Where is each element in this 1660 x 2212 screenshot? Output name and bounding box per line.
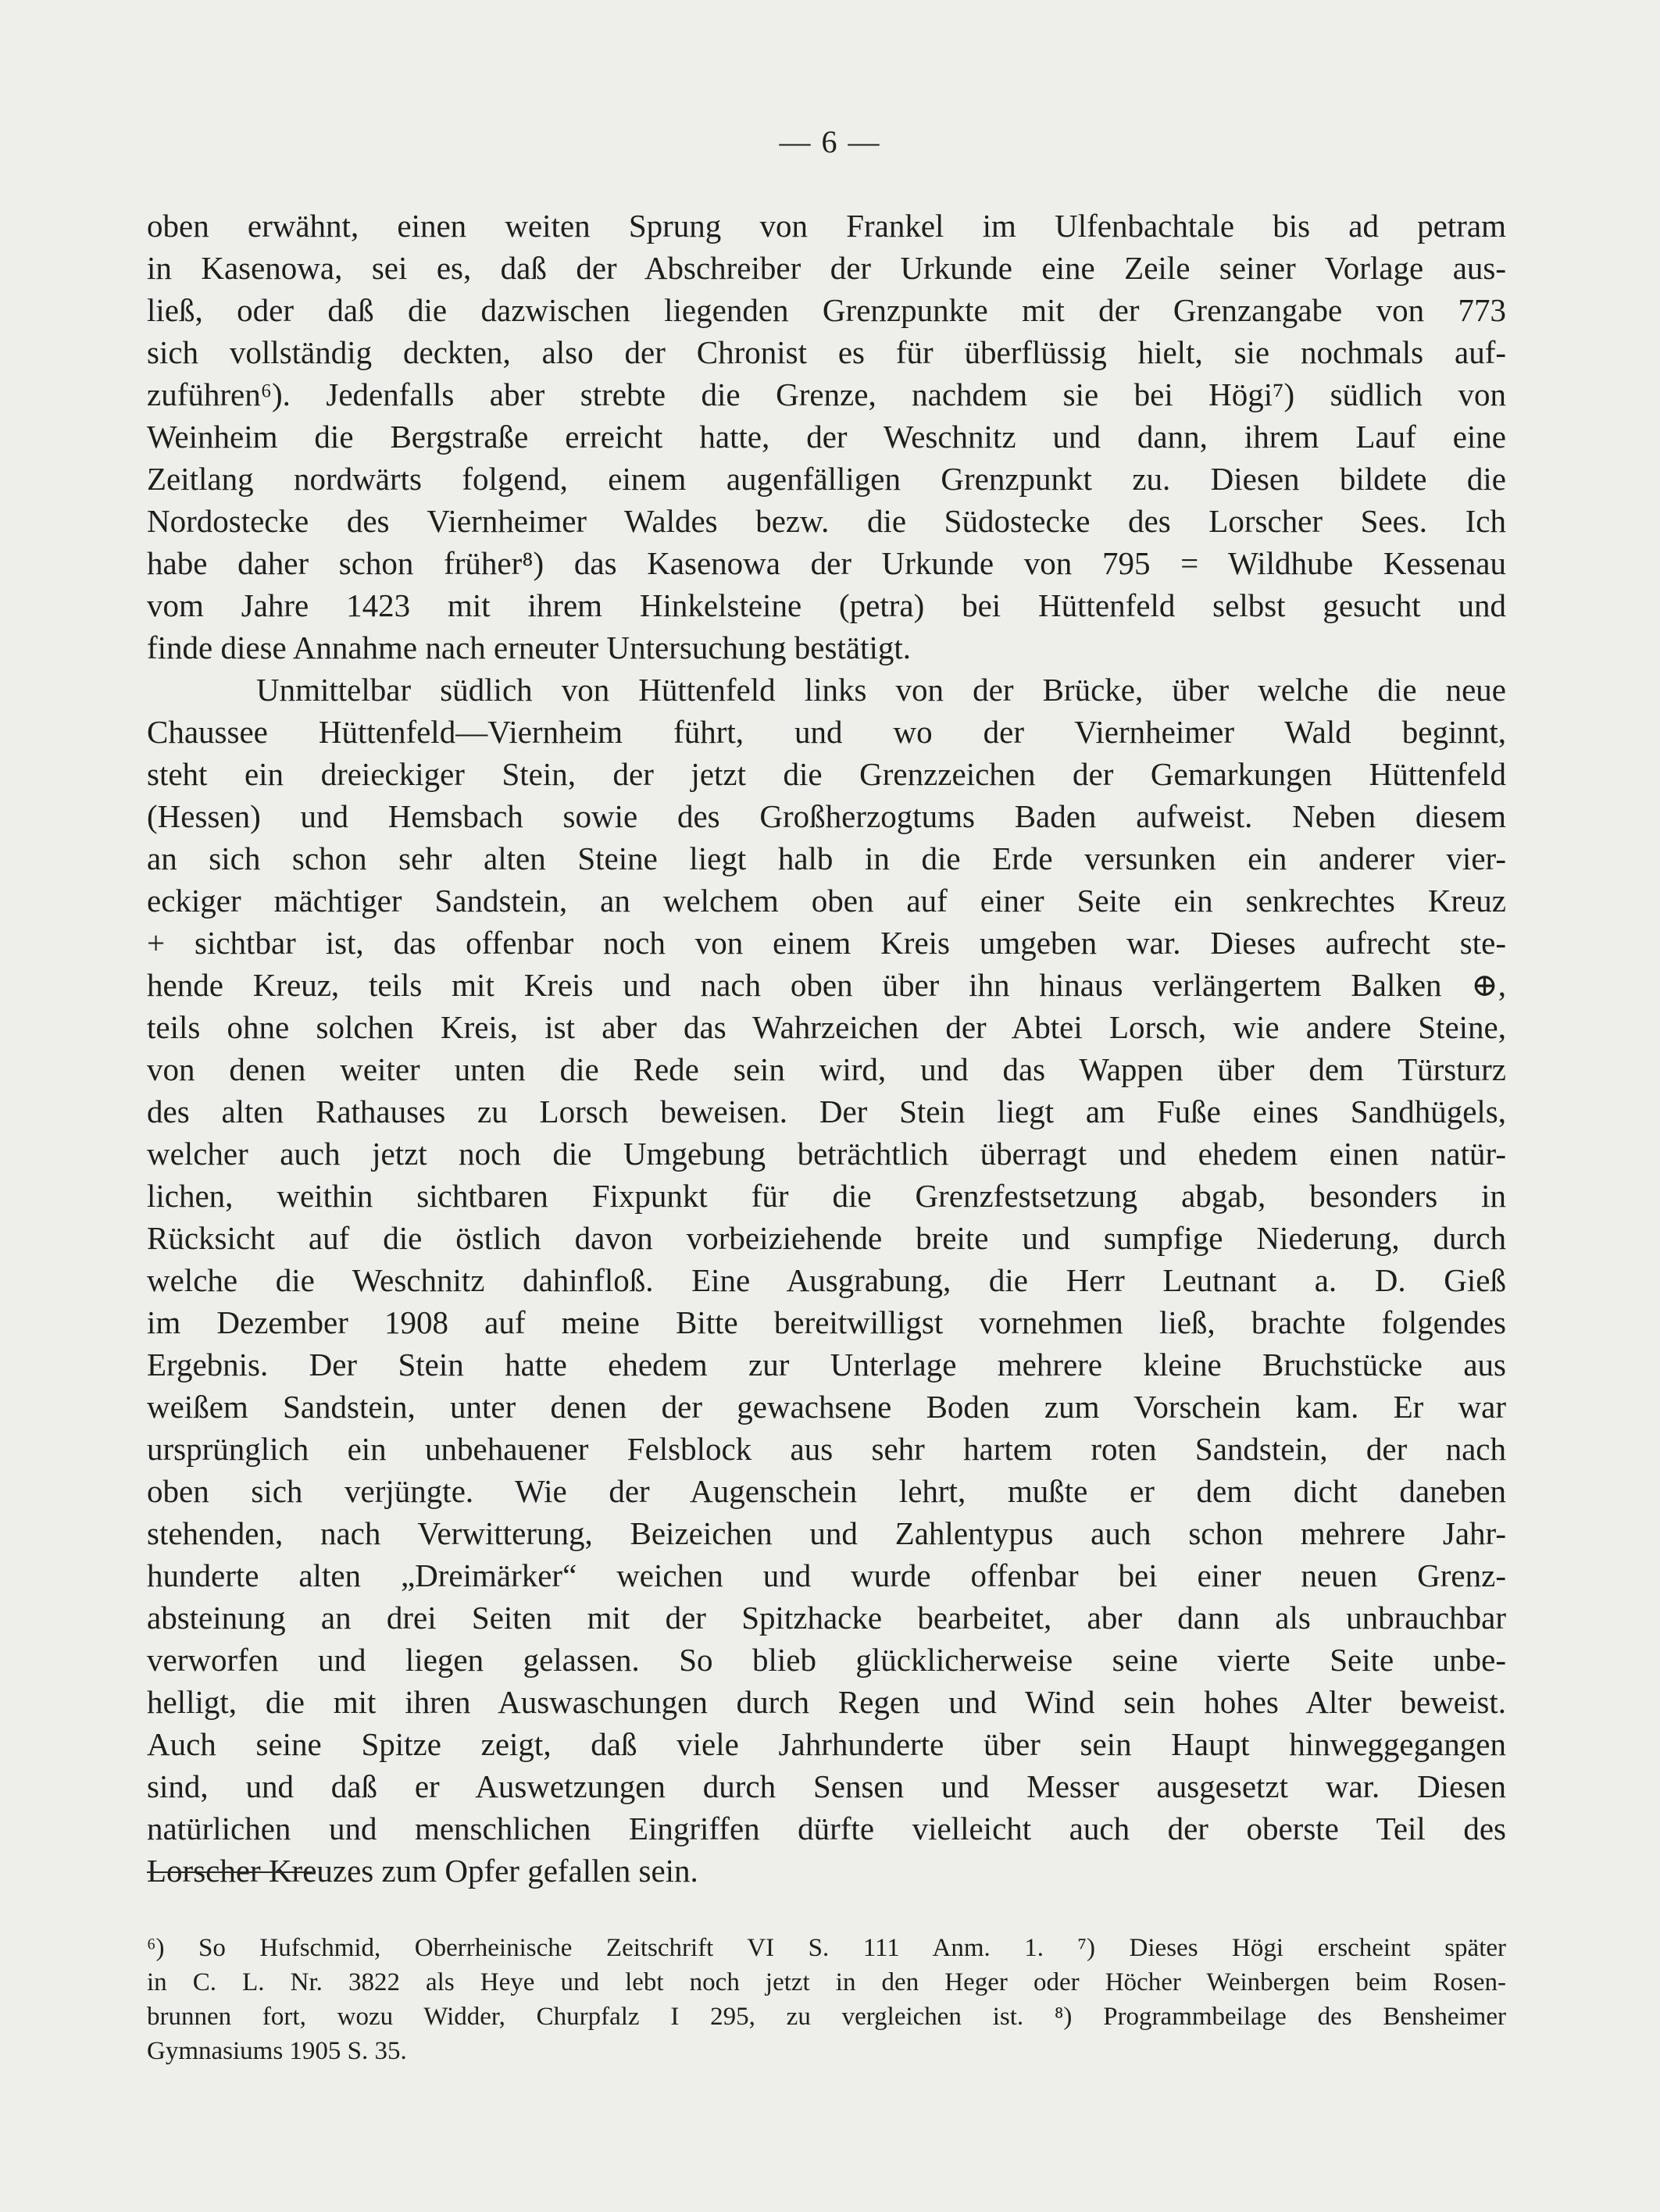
footnote-line: ⁶) So Hufschmid, Oberrheinische Zeitschrift VI S. 111 Anm. 1. ⁷) Dieses Högi erscheint später [147, 1934, 1506, 1962]
body-line: Chaussee Hüttenfeld—Viernheim führt, und wo der Viernheimer Wald beginnt, [147, 714, 1506, 750]
body-line: lichen, weithin sichtbaren Fixpunkt für die Grenzfestsetzung abgab, besonders in [147, 1178, 1506, 1214]
body-line: welcher auch jetzt noch die Umgebung beträchtlich überragt und ehedem einen natür- [147, 1136, 1506, 1172]
body-line: Zeitlang nordwärts folgend, einem augenfälligen Grenzpunkt zu. Diesen bildete die [147, 461, 1506, 497]
body-line: ursprünglich ein unbehauener Felsblock aus sehr hartem roten Sandstein, der nach [147, 1431, 1506, 1467]
body-line: verworfen und liegen gelassen. So blieb glücklicherweise seine vierte Seite unbe- [147, 1642, 1506, 1678]
body-line: ließ, oder daß die dazwischen liegenden Grenzpunkte mit der Grenzangabe von 773 [147, 292, 1506, 328]
body-line: welche die Weschnitz dahinfloß. Eine Ausgrabung, die Herr Leutnant a. D. Gieß [147, 1262, 1506, 1298]
body-line: finde diese Annahme nach erneuter Untersuchung bestätigt. [147, 630, 911, 665]
body-line: Lorscher Kreuzes zum Opfer gefallen sein. [147, 1853, 698, 1889]
body-line: weißem Sandstein, unter denen der gewachsene Boden zum Vorschein kam. Er war [147, 1389, 1506, 1425]
body-line: Nordostecke des Viernheimer Waldes bezw. die Südostecke des Lorscher Sees. Ich [147, 503, 1506, 539]
body-text [147, 205, 1506, 1892]
body-line: (Hessen) und Hemsbach sowie des Großherzogtums Baden aufweist. Neben diesem [147, 798, 1506, 834]
body-line: des alten Rathauses zu Lorsch beweisen. Der Stein liegt am Fuße eines Sandhügels, [147, 1094, 1506, 1129]
body-line: Ergebnis. Der Stein hatte ehedem zur Unterlage mehrere kleine Bruchstücke aus [147, 1347, 1506, 1382]
body-line: oben erwähnt, einen weiten Sprung von Frankel im Ulfenbachtale bis ad petram [147, 208, 1506, 244]
body-line: Auch seine Spitze zeigt, daß viele Jahrhunderte über sein Haupt hinweggegangen [147, 1726, 1506, 1762]
footnote-line: in C. L. Nr. 3822 als Heye und lebt noch jetzt in den Heger oder Höcher Weinbergen beim Rosen- [147, 1968, 1506, 1996]
body-line: helligt, die mit ihren Auswaschungen durch Regen und Wind sein hohes Alter beweist. [147, 1684, 1506, 1720]
body-line: hunderte alten „Dreimärker“ weichen und wurde offenbar bei einer neuen Grenz- [147, 1557, 1506, 1593]
body-line: Weinheim die Bergstraße erreicht hatte, der Weschnitz und dann, ihrem Lauf eine [147, 419, 1506, 455]
body-line: absteinung an drei Seiten mit der Spitzhacke bearbeitet, aber dann als unbrauchbar [147, 1600, 1506, 1636]
body-line: habe daher schon früher⁸) das Kasenowa der Urkunde von 795 = Wildhube Kessenau [147, 545, 1506, 581]
page-number: — 6 — [779, 124, 881, 159]
body-line: zuführen⁶). Jedenfalls aber strebte die Grenze, nachdem sie bei Högi⁷) südlich von [147, 376, 1506, 412]
body-line: stehenden, nach Verwitterung, Beizeichen und Zahlentypus auch schon mehrere Jahr- [147, 1515, 1506, 1551]
body-line: eckiger mächtiger Sandstein, an welchem oben auf einer Seite ein senkrechtes Kreuz [147, 883, 1506, 919]
body-line: im Dezember 1908 auf meine Bitte bereitwilligst vornehmen ließ, brachte folgendes [147, 1304, 1506, 1340]
body-line: teils ohne solchen Kreis, ist aber das Wahrzeichen der Abtei Lorsch, wie andere Steine, [147, 1009, 1506, 1045]
body-line: an sich schon sehr alten Steine liegt halb in die Erde versunken ein anderer vier- [147, 840, 1506, 876]
body-line: Rücksicht auf die östlich davon vorbeiziehende breite und sumpfige Niederung, durch [147, 1220, 1506, 1256]
footnote-divider [147, 1871, 312, 1873]
body-line: oben sich verjüngte. Wie der Augenschein lehrt, mußte er dem dicht daneben [147, 1473, 1506, 1509]
body-line: natürlichen und menschlichen Eingriffen dürfte vielleicht auch der oberste Teil des [147, 1811, 1506, 1846]
body-line: Unmittelbar südlich von Hüttenfeld links von der Brücke, über welche die neue [256, 672, 1506, 708]
body-line: steht ein dreieckiger Stein, der jetzt die Grenzzeichen der Gemarkungen Hüttenfeld [147, 756, 1506, 792]
footnote-line: Gymnasiums 1905 S. 35. [147, 2037, 407, 2065]
body-line: hende Kreuz, teils mit Kreis und nach oben über ihn hinaus verlängertem Balken ⊕, [147, 967, 1506, 1003]
body-line: von denen weiter unten die Rede sein wird, und das Wappen über dem Türsturz [147, 1051, 1506, 1087]
footnote-line: brunnen fort, wozu Widder, Churpfalz I 295, zu vergleichen ist. ⁸) Programmbeilage des Bensheimer [147, 2003, 1506, 2031]
body-line: + sichtbar ist, das offenbar noch von einem Kreis umgeben war. Dieses aufrecht ste- [147, 925, 1506, 961]
body-line: sind, und daß er Auswetzungen durch Sensen und Messer ausgesetzt war. Diesen [147, 1768, 1506, 1804]
footnotes [147, 1931, 1506, 2068]
body-line: vom Jahre 1423 mit ihrem Hinkelsteine (petra) bei Hüttenfeld selbst gesucht und [147, 587, 1506, 623]
body-line: sich vollständig deckten, also der Chronist es für überflüssig hielt, sie nochmals auf- [147, 334, 1506, 370]
body-line: in Kasenowa, sei es, daß der Abschreiber der Urkunde eine Zeile seiner Vorlage aus- [147, 250, 1506, 286]
